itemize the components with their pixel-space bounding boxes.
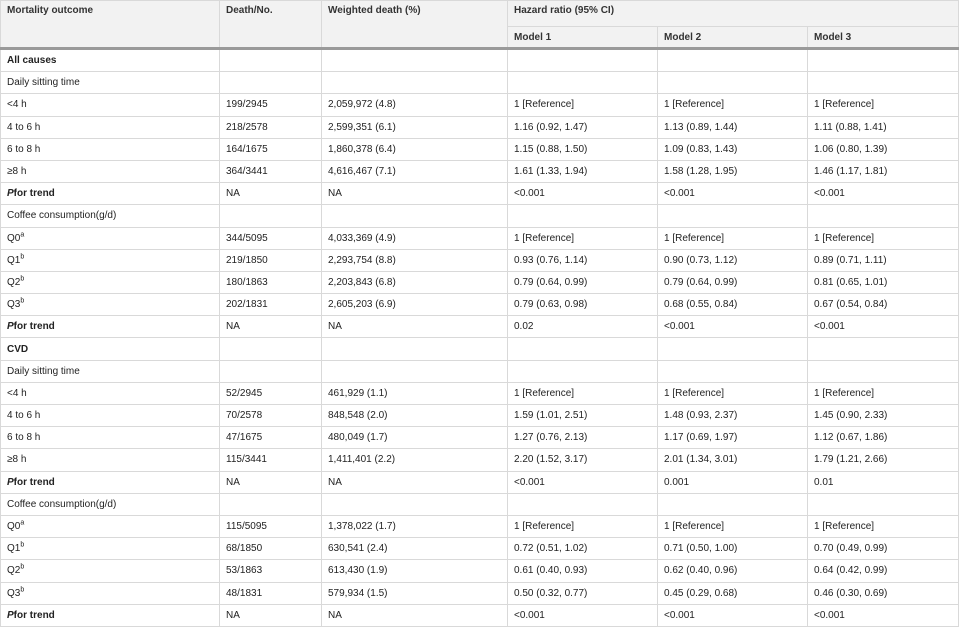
group-row <box>1 493 959 515</box>
group-row-empty-cell <box>808 493 959 515</box>
row-label-cell <box>1 560 220 582</box>
row-label: Q0 <box>7 521 21 533</box>
trend-row <box>1 604 959 626</box>
row-label: Q2 <box>7 565 21 577</box>
model-2-cell: 0.90 (0.73, 1.12) <box>658 249 808 271</box>
header-hazard-ratio: Hazard ratio (95% CI) <box>508 1 959 27</box>
group-row <box>1 72 959 94</box>
section-row-label: CVD <box>1 338 220 360</box>
model-1-cell: 0.79 (0.64, 0.99) <box>508 271 658 293</box>
death-no-cell: 68/1850 <box>220 538 322 560</box>
section-row-empty-cell <box>658 338 808 360</box>
row-label: Q3 <box>7 299 21 311</box>
model-1-cell: 0.93 (0.76, 1.14) <box>508 249 658 271</box>
model-3-cell: 0.46 (0.30, 0.69) <box>808 582 959 604</box>
group-row-empty-cell <box>808 72 959 94</box>
weighted-death-cell: NA <box>322 316 508 338</box>
weighted-death-cell: 4,616,467 (7.1) <box>322 160 508 182</box>
death-no-cell: 70/2578 <box>220 405 322 427</box>
row-label-cell <box>1 582 220 604</box>
group-row-empty-cell <box>658 205 808 227</box>
row-label-cell <box>1 427 220 449</box>
model-1-cell: 0.79 (0.63, 0.98) <box>508 294 658 316</box>
group-row-label: Daily sitting time <box>1 72 220 94</box>
model-1-cell: 0.72 (0.51, 1.02) <box>508 538 658 560</box>
model-3-cell: <0.001 <box>808 183 959 205</box>
row-label-cell <box>1 449 220 471</box>
model-1-cell: 1.16 (0.92, 1.47) <box>508 116 658 138</box>
row-label-cell <box>1 538 220 560</box>
trend-label-cell <box>1 471 220 493</box>
trend-row <box>1 183 959 205</box>
table-row <box>1 160 959 182</box>
group-row-empty-cell <box>658 360 808 382</box>
p-symbol: P <box>7 321 14 333</box>
table-row <box>1 94 959 116</box>
row-label: 4 to 6 h <box>7 410 41 422</box>
footnote-marker: b <box>20 275 25 283</box>
weighted-death-cell: 630,541 (2.4) <box>322 538 508 560</box>
weighted-death-cell: 2,605,203 (6.9) <box>322 294 508 316</box>
group-row-empty-cell <box>322 72 508 94</box>
model-1-cell: 0.61 (0.40, 0.93) <box>508 560 658 582</box>
header-model-3: Model 3 <box>808 27 959 49</box>
trend-label-cell <box>1 316 220 338</box>
row-label-cell <box>1 116 220 138</box>
group-row-empty-cell <box>508 360 658 382</box>
section-row-empty-cell <box>220 338 322 360</box>
row-label-cell <box>1 94 220 116</box>
trend-label-cell <box>1 183 220 205</box>
table-row <box>1 382 959 404</box>
table-row <box>1 515 959 537</box>
group-row-empty-cell <box>808 360 959 382</box>
model-2-cell: <0.001 <box>658 183 808 205</box>
footnote-marker: b <box>20 586 25 594</box>
row-label: Q2 <box>7 276 21 288</box>
table-row <box>1 538 959 560</box>
weighted-death-cell: 1,411,401 (2.2) <box>322 449 508 471</box>
model-3-cell: 1 [Reference] <box>808 227 959 249</box>
model-1-cell: 1 [Reference] <box>508 94 658 116</box>
footnote-marker: b <box>20 541 25 549</box>
table-row <box>1 138 959 160</box>
model-2-cell: 1 [Reference] <box>658 382 808 404</box>
row-label: 6 to 8 h <box>7 432 41 444</box>
model-1-cell: <0.001 <box>508 604 658 626</box>
group-row-empty-cell <box>658 493 808 515</box>
model-3-cell: 1.46 (1.17, 1.81) <box>808 160 959 182</box>
row-label-cell <box>1 249 220 271</box>
death-no-cell: NA <box>220 316 322 338</box>
weighted-death-cell: 1,860,378 (6.4) <box>322 138 508 160</box>
weighted-death-cell: 2,203,843 (6.8) <box>322 271 508 293</box>
model-2-cell: <0.001 <box>658 316 808 338</box>
model-3-cell: 1 [Reference] <box>808 94 959 116</box>
death-no-cell: 199/2945 <box>220 94 322 116</box>
model-1-cell: 1 [Reference] <box>508 382 658 404</box>
weighted-death-cell: 848,548 (2.0) <box>322 405 508 427</box>
group-row-label: Coffee consumption(g/d) <box>1 205 220 227</box>
table-row <box>1 560 959 582</box>
row-label-cell <box>1 515 220 537</box>
weighted-death-cell: 2,059,972 (4.8) <box>322 94 508 116</box>
table-row <box>1 294 959 316</box>
row-label: ≥8 h <box>7 166 27 178</box>
weighted-death-cell: 480,049 (1.7) <box>322 427 508 449</box>
model-2-cell: 1.13 (0.89, 1.44) <box>658 116 808 138</box>
table-row <box>1 271 959 293</box>
section-row-empty-cell <box>658 49 808 72</box>
section-row-empty-cell <box>220 49 322 72</box>
group-row-empty-cell <box>220 493 322 515</box>
weighted-death-cell: 1,378,022 (1.7) <box>322 515 508 537</box>
section-row-empty-cell <box>508 49 658 72</box>
model-2-cell: 0.62 (0.40, 0.96) <box>658 560 808 582</box>
death-no-cell: NA <box>220 183 322 205</box>
trend-row <box>1 316 959 338</box>
weighted-death-cell: 2,293,754 (8.8) <box>322 249 508 271</box>
row-label: <4 h <box>7 99 27 111</box>
model-3-cell: 1 [Reference] <box>808 382 959 404</box>
death-no-cell: 364/3441 <box>220 160 322 182</box>
group-row-empty-cell <box>322 493 508 515</box>
model-3-cell: 0.89 (0.71, 1.11) <box>808 249 959 271</box>
row-label-cell <box>1 160 220 182</box>
section-row <box>1 338 959 360</box>
group-row-empty-cell <box>322 360 508 382</box>
row-label-cell <box>1 227 220 249</box>
model-3-cell: 0.01 <box>808 471 959 493</box>
trend-label: for trend <box>13 321 55 333</box>
model-2-cell: 1.58 (1.28, 1.95) <box>658 160 808 182</box>
trend-label-cell <box>1 604 220 626</box>
group-row-label: Daily sitting time <box>1 360 220 382</box>
death-no-cell: 202/1831 <box>220 294 322 316</box>
death-no-cell: 344/5095 <box>220 227 322 249</box>
table-body <box>1 49 959 627</box>
death-no-cell: 47/1675 <box>220 427 322 449</box>
model-2-cell: 1 [Reference] <box>658 227 808 249</box>
table-header <box>1 1 959 49</box>
model-2-cell: 0.71 (0.50, 1.00) <box>658 538 808 560</box>
death-no-cell: NA <box>220 471 322 493</box>
weighted-death-cell: NA <box>322 604 508 626</box>
group-row-empty-cell <box>508 493 658 515</box>
death-no-cell: 164/1675 <box>220 138 322 160</box>
model-2-cell: 0.001 <box>658 471 808 493</box>
row-label: Q1 <box>7 543 21 555</box>
row-label: Q0 <box>7 232 21 244</box>
death-no-cell: 52/2945 <box>220 382 322 404</box>
row-label: 4 to 6 h <box>7 121 41 133</box>
row-label-cell <box>1 382 220 404</box>
section-row-empty-cell <box>808 338 959 360</box>
row-label: <4 h <box>7 387 27 399</box>
weighted-death-cell: 4,033,369 (4.9) <box>322 227 508 249</box>
weighted-death-cell: 579,934 (1.5) <box>322 582 508 604</box>
model-2-cell: 1.48 (0.93, 2.37) <box>658 405 808 427</box>
group-row-empty-cell <box>220 205 322 227</box>
model-1-cell: 1.61 (1.33, 1.94) <box>508 160 658 182</box>
model-1-cell: 1.15 (0.88, 1.50) <box>508 138 658 160</box>
section-row-empty-cell <box>322 49 508 72</box>
model-2-cell: 1 [Reference] <box>658 515 808 537</box>
table-row <box>1 116 959 138</box>
footnote-marker: b <box>20 253 25 261</box>
model-3-cell: <0.001 <box>808 316 959 338</box>
model-1-cell: 0.50 (0.32, 0.77) <box>508 582 658 604</box>
table-row <box>1 405 959 427</box>
trend-label: for trend <box>13 609 55 621</box>
p-symbol: P <box>7 476 14 488</box>
p-symbol: P <box>7 188 14 200</box>
group-row <box>1 205 959 227</box>
row-label-cell <box>1 138 220 160</box>
row-label: Q1 <box>7 254 21 266</box>
model-1-cell: <0.001 <box>508 471 658 493</box>
table-row <box>1 249 959 271</box>
table-row <box>1 449 959 471</box>
model-3-cell: 1.12 (0.67, 1.86) <box>808 427 959 449</box>
model-2-cell: <0.001 <box>658 604 808 626</box>
row-label-cell <box>1 294 220 316</box>
death-no-cell: 115/3441 <box>220 449 322 471</box>
model-2-cell: 0.45 (0.29, 0.68) <box>658 582 808 604</box>
model-3-cell: 0.81 (0.65, 1.01) <box>808 271 959 293</box>
model-3-cell: 1.79 (1.21, 2.66) <box>808 449 959 471</box>
model-2-cell: 1 [Reference] <box>658 94 808 116</box>
group-row-empty-cell <box>220 360 322 382</box>
group-row-empty-cell <box>508 72 658 94</box>
death-no-cell: NA <box>220 604 322 626</box>
section-row-empty-cell <box>508 338 658 360</box>
group-row-empty-cell <box>658 72 808 94</box>
table-row <box>1 582 959 604</box>
death-no-cell: 53/1863 <box>220 560 322 582</box>
model-1-cell: 2.20 (1.52, 3.17) <box>508 449 658 471</box>
model-1-cell: <0.001 <box>508 183 658 205</box>
model-1-cell: 1.27 (0.76, 2.13) <box>508 427 658 449</box>
weighted-death-cell: 461,929 (1.1) <box>322 382 508 404</box>
footnote-marker: a <box>20 231 25 239</box>
model-2-cell: 2.01 (1.34, 3.01) <box>658 449 808 471</box>
group-row-label: Coffee consumption(g/d) <box>1 493 220 515</box>
trend-row <box>1 471 959 493</box>
weighted-death-cell: NA <box>322 183 508 205</box>
header-weighted-death: Weighted death (%) <box>322 1 508 49</box>
model-3-cell: 0.70 (0.49, 0.99) <box>808 538 959 560</box>
section-row <box>1 49 959 72</box>
footnote-marker: b <box>20 564 25 572</box>
section-row-label: All causes <box>1 49 220 72</box>
group-row-empty-cell <box>508 205 658 227</box>
table-row <box>1 427 959 449</box>
model-3-cell: <0.001 <box>808 604 959 626</box>
death-no-cell: 218/2578 <box>220 116 322 138</box>
header-model-2: Model 2 <box>658 27 808 49</box>
model-3-cell: 1.11 (0.88, 1.41) <box>808 116 959 138</box>
header-mortality-outcome: Mortality outcome <box>1 1 220 49</box>
death-no-cell: 180/1863 <box>220 271 322 293</box>
group-row-empty-cell <box>322 205 508 227</box>
model-3-cell: 0.64 (0.42, 0.99) <box>808 560 959 582</box>
model-1-cell: 0.02 <box>508 316 658 338</box>
model-1-cell: 1.59 (1.01, 2.51) <box>508 405 658 427</box>
footnote-marker: b <box>20 297 25 305</box>
model-1-cell: 1 [Reference] <box>508 515 658 537</box>
group-row-empty-cell <box>808 205 959 227</box>
death-no-cell: 115/5095 <box>220 515 322 537</box>
model-1-cell: 1 [Reference] <box>508 227 658 249</box>
death-no-cell: 219/1850 <box>220 249 322 271</box>
weighted-death-cell: 613,430 (1.9) <box>322 560 508 582</box>
group-row-empty-cell <box>220 72 322 94</box>
model-3-cell: 1.06 (0.80, 1.39) <box>808 138 959 160</box>
section-row-empty-cell <box>808 49 959 72</box>
row-label: Q3 <box>7 587 21 599</box>
row-label-cell <box>1 405 220 427</box>
model-2-cell: 1.09 (0.83, 1.43) <box>658 138 808 160</box>
trend-label: for trend <box>13 188 55 200</box>
model-2-cell: 0.68 (0.55, 0.84) <box>658 294 808 316</box>
footnote-marker: a <box>20 519 25 527</box>
model-2-cell: 0.79 (0.64, 0.99) <box>658 271 808 293</box>
weighted-death-cell: NA <box>322 471 508 493</box>
weighted-death-cell: 2,599,351 (6.1) <box>322 116 508 138</box>
model-3-cell: 0.67 (0.54, 0.84) <box>808 294 959 316</box>
table-row <box>1 227 959 249</box>
model-3-cell: 1 [Reference] <box>808 515 959 537</box>
row-label-cell <box>1 271 220 293</box>
model-2-cell: 1.17 (0.69, 1.97) <box>658 427 808 449</box>
death-no-cell: 48/1831 <box>220 582 322 604</box>
row-label: ≥8 h <box>7 454 27 466</box>
trend-label: for trend <box>13 476 55 488</box>
section-row-empty-cell <box>322 338 508 360</box>
header-death-no: Death/No. <box>220 1 322 49</box>
p-symbol: P <box>7 609 14 621</box>
group-row <box>1 360 959 382</box>
row-label: 6 to 8 h <box>7 143 41 155</box>
model-3-cell: 1.45 (0.90, 2.33) <box>808 405 959 427</box>
header-model-1: Model 1 <box>508 27 658 49</box>
